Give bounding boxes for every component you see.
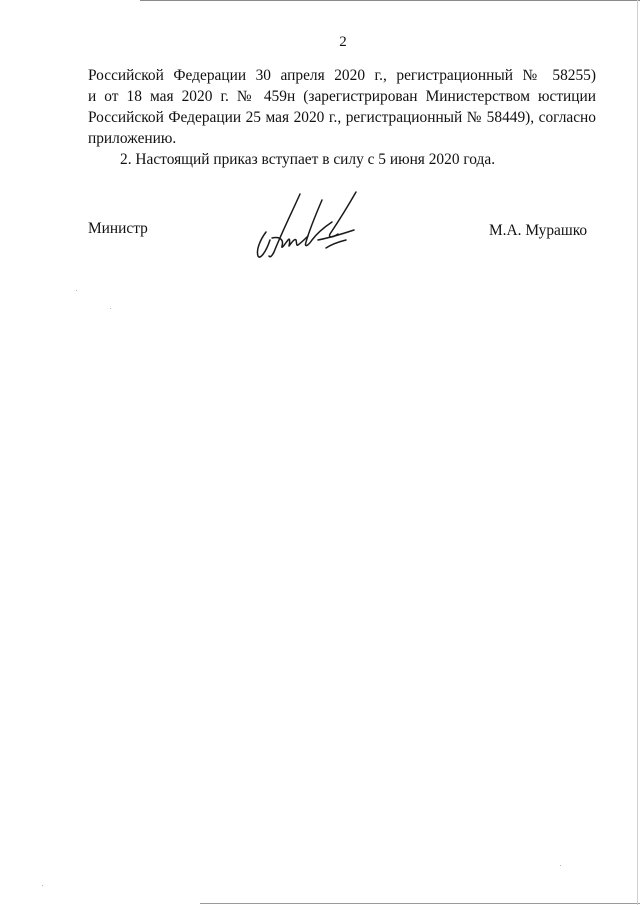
paragraph-1-line-1: Российской Федерации 30 апреля 2020 г., регистрационный № 58255) <box>88 67 596 84</box>
paragraph-1 <box>88 65 596 149</box>
scan-speck <box>42 885 43 886</box>
scan-edge-right <box>637 0 638 905</box>
scan-speck <box>110 308 111 309</box>
scan-speck <box>76 290 77 291</box>
paragraph-2 <box>120 149 596 170</box>
scan-edge-bottom <box>200 903 640 904</box>
paragraph-2-text: 2. Настоящий приказ вступает в силу с 5 июня 2020 года. <box>120 151 496 168</box>
signature-icon <box>252 190 374 266</box>
signer-title: Министр <box>88 220 148 237</box>
paragraph-1-line-4: приложению. <box>88 130 177 147</box>
paragraph-1-line-2: и от 18 мая 2020 г. № 459н (зарегистрирован Министерством юстиции <box>88 88 596 105</box>
signer-name: М.А. Мурашко <box>489 222 588 239</box>
scan-edge-top <box>140 0 640 1</box>
scan-speck <box>560 865 561 866</box>
page-number: 2 <box>339 34 347 50</box>
paragraph-1-line-3: Российской Федерации 25 мая 2020 г., регистрационный № 58449), согласно <box>88 109 596 126</box>
